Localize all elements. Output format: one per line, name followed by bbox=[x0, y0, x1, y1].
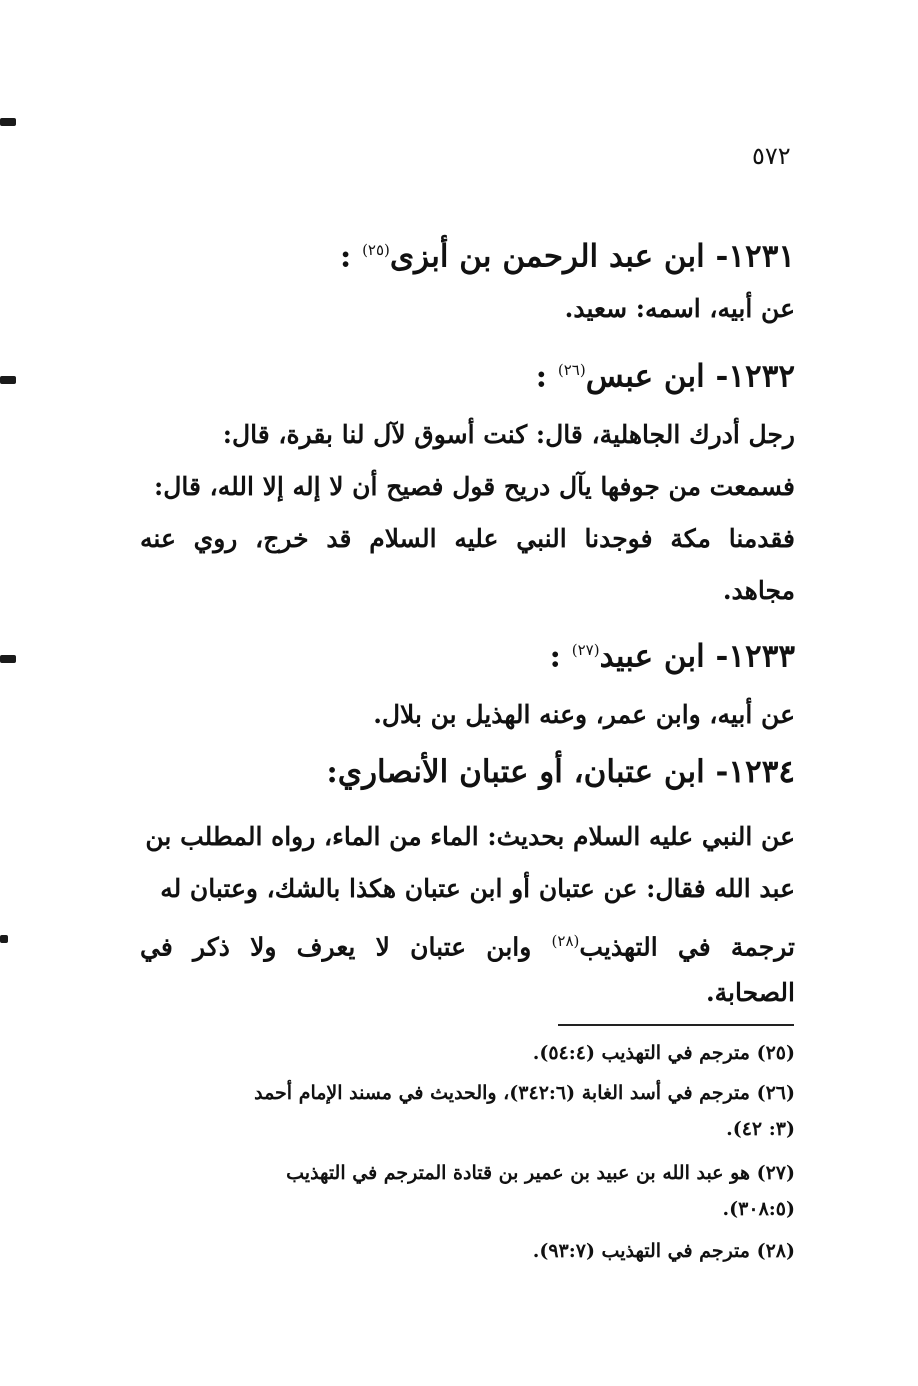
scan-mark bbox=[0, 935, 8, 943]
entry-text-line: الصحابة. bbox=[705, 978, 795, 1007]
footnote-line: (٢٥) مترجم في التهذيب (٥٤:٤). bbox=[532, 1042, 795, 1064]
page-number: ٥٧٢ bbox=[752, 142, 791, 170]
entry-heading bbox=[140, 350, 795, 396]
entry-text-line bbox=[140, 922, 795, 966]
footnote-ref: (٢٦) bbox=[557, 361, 586, 379]
entry-colon: : bbox=[549, 638, 572, 675]
entry-colon: : bbox=[535, 358, 558, 395]
entry-text-line: رجل أدرك الجاهلية، قال: كنت أسوق لآل لنا بقرة، قال: bbox=[222, 420, 795, 449]
entry-text-line: عن أبيه، اسمه: سعيد. bbox=[564, 294, 795, 323]
footnote-line: (٢٨) مترجم في التهذيب (٩٣:٧). bbox=[532, 1240, 795, 1262]
entry-text-line: عن النبي عليه السلام بحديث: الماء من الماء، رواه المطلب بن bbox=[145, 822, 795, 851]
footnote-line: (٣٠٨:٥). bbox=[722, 1198, 795, 1220]
footnote-ref: (٢٨) bbox=[551, 932, 580, 950]
entry-title: ١٢٣٣- ابن عبيد bbox=[599, 638, 795, 675]
footnote-divider bbox=[558, 1024, 794, 1026]
entry-text-line: فقدمنا مكة فوجدنا النبي عليه السلام قد خرج، روي عنه bbox=[140, 524, 795, 553]
scan-mark bbox=[0, 376, 16, 384]
entry-text-line: عبد الله فقال: عن عتبان أو ابن عتبان هكذا بالشك، وعتبان له bbox=[160, 874, 795, 903]
entry-text-line: عن أبيه، وابن عمر، وعنه الهذيل بن بلال. bbox=[373, 700, 795, 729]
entry-title: ١٢٣١- ابن عبد الرحمن بن أبزى bbox=[389, 238, 795, 275]
entry-text-segment: ترجمة في التهذيب bbox=[579, 932, 795, 962]
footnote-ref: (٢٧) bbox=[571, 641, 600, 659]
footnote-line: (٢٧) هو عبد الله بن عبيد بن عمير بن قتادة المترجم في التهذيب bbox=[286, 1162, 795, 1184]
entry-text-line: مجاهد. bbox=[722, 576, 795, 605]
entry-colon: : bbox=[339, 238, 363, 275]
footnote-line: (٣: ٤٢). bbox=[726, 1118, 795, 1140]
entry-text-segment: وابن عتبان لا يعرف ولا ذكر في bbox=[140, 932, 532, 962]
entry-heading bbox=[140, 230, 795, 276]
footnote-line: (٢٦) مترجم في أسد الغابة (٣٤٢:٦)، والحديث في مسند الإمام أحمد bbox=[254, 1082, 795, 1104]
entry-text-line: فسمعت من جوفها يآل دريح قول فصيح أن لا إله إلا الله، قال: bbox=[153, 472, 795, 501]
scan-mark bbox=[0, 118, 16, 126]
entry-heading bbox=[140, 752, 795, 792]
scan-mark bbox=[0, 655, 16, 663]
entry-heading bbox=[140, 630, 795, 676]
entry-title: ١٢٣٤- ابن عتبان، أو عتبان الأنصاري: bbox=[326, 754, 795, 790]
footnote-ref: (٢٥) bbox=[362, 241, 390, 259]
entry-title: ١٢٣٢- ابن عبس bbox=[585, 358, 795, 395]
